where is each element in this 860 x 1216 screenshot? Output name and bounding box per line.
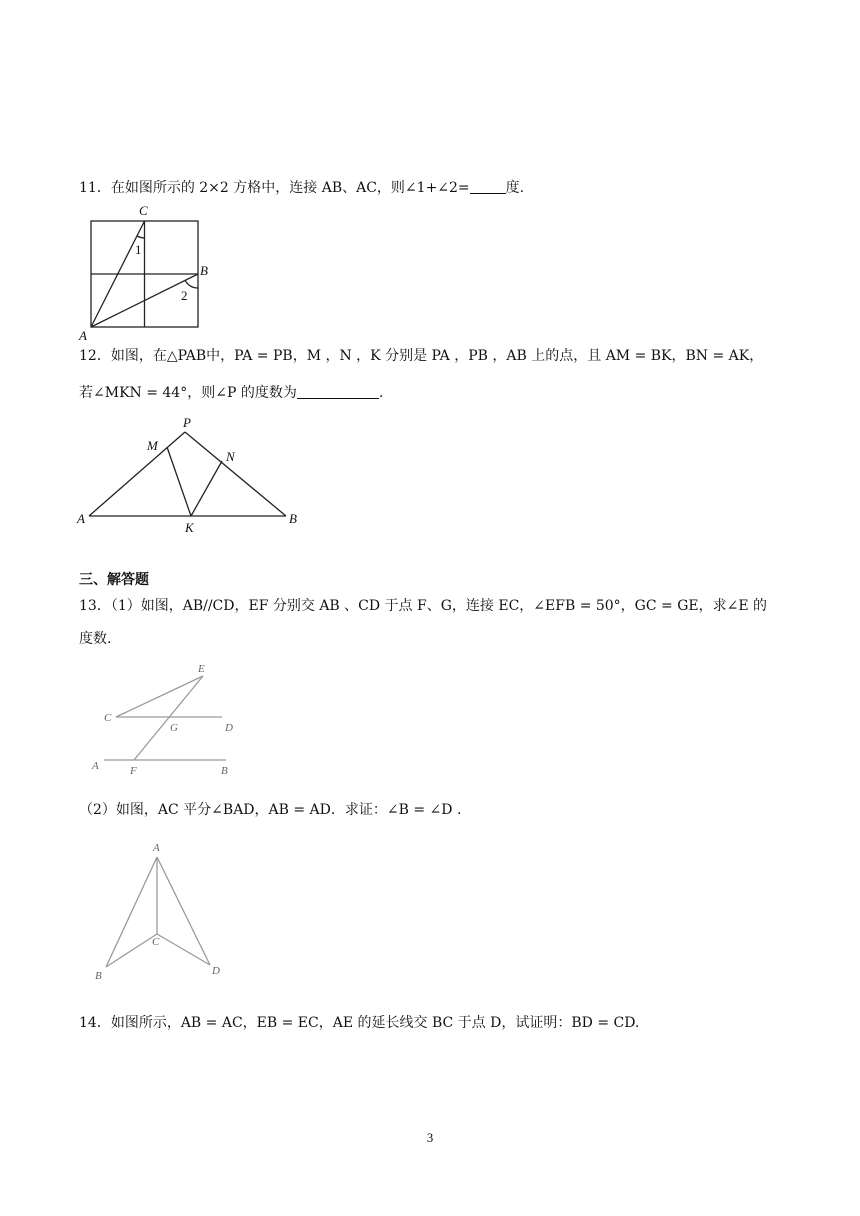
q13f2-label-a: A xyxy=(153,842,160,854)
q12-label-n: N xyxy=(226,449,235,464)
q11-text-after: 度. xyxy=(505,180,525,196)
q13-part1-line1: 13．（1）如图，AB//CD，EF 分别交 AB 、CD 于点 F、G，连接 EC，∠EFB = 50°，GC = GE，求∠E 的 xyxy=(79,598,768,614)
q13-part1-line2: 度数. xyxy=(79,631,112,647)
q12-label-a: A xyxy=(77,511,85,526)
q13f1-label-e: E xyxy=(198,663,205,675)
q13f1-label-d: D xyxy=(225,722,233,734)
q12-label-k: K xyxy=(185,520,194,535)
q14-text: 14．如图所示，AB = AC，EB = EC，AE 的延长线交 BC 于点 D，试证明：BD = CD. xyxy=(79,1015,640,1031)
q13f2-label-d: D xyxy=(212,965,220,977)
q13-part2: （2）如图，AC 平分∠BAD，AB = AD．求证：∠B = ∠D . xyxy=(79,802,462,818)
q12-label-m: M xyxy=(147,438,158,453)
q11-text-before: 11．在如图所示的 2×2 方格中，连接 AB、AC，则∠1+∠2= xyxy=(79,180,470,196)
q12-line2-before: 若∠MKN = 44°，则∠P 的度数为 xyxy=(79,385,297,401)
q13f1-label-b: B xyxy=(221,765,228,777)
q11-label-angle1: 1 xyxy=(135,242,142,257)
q13f2-label-c: C xyxy=(152,936,160,948)
q13f1-label-a: A xyxy=(92,760,99,772)
q13f1-label-f: F xyxy=(130,765,137,777)
q12-line1: 12．如图，在△PAB中，PA = PB，M ，N ，K 分别是 PA ，PB ，AB 上的点，且 AM = BK，BN = AK， xyxy=(79,348,764,364)
q12-label-p: P xyxy=(183,415,191,430)
q11-label-angle2: 2 xyxy=(181,288,188,303)
q13f2-label-b: B xyxy=(95,970,102,982)
q12-label-b: B xyxy=(289,511,297,526)
page-number: 3 xyxy=(426,1130,434,1145)
q13f1-label-c: C xyxy=(104,712,112,724)
section-heading: 三、解答题 xyxy=(79,572,149,588)
q12-line2-after: . xyxy=(378,385,384,401)
q11-label-a: A xyxy=(79,328,87,343)
q13f1-label-g: G xyxy=(170,722,178,734)
q11-label-c: C xyxy=(139,203,148,218)
q11-label-b: B xyxy=(200,263,208,278)
